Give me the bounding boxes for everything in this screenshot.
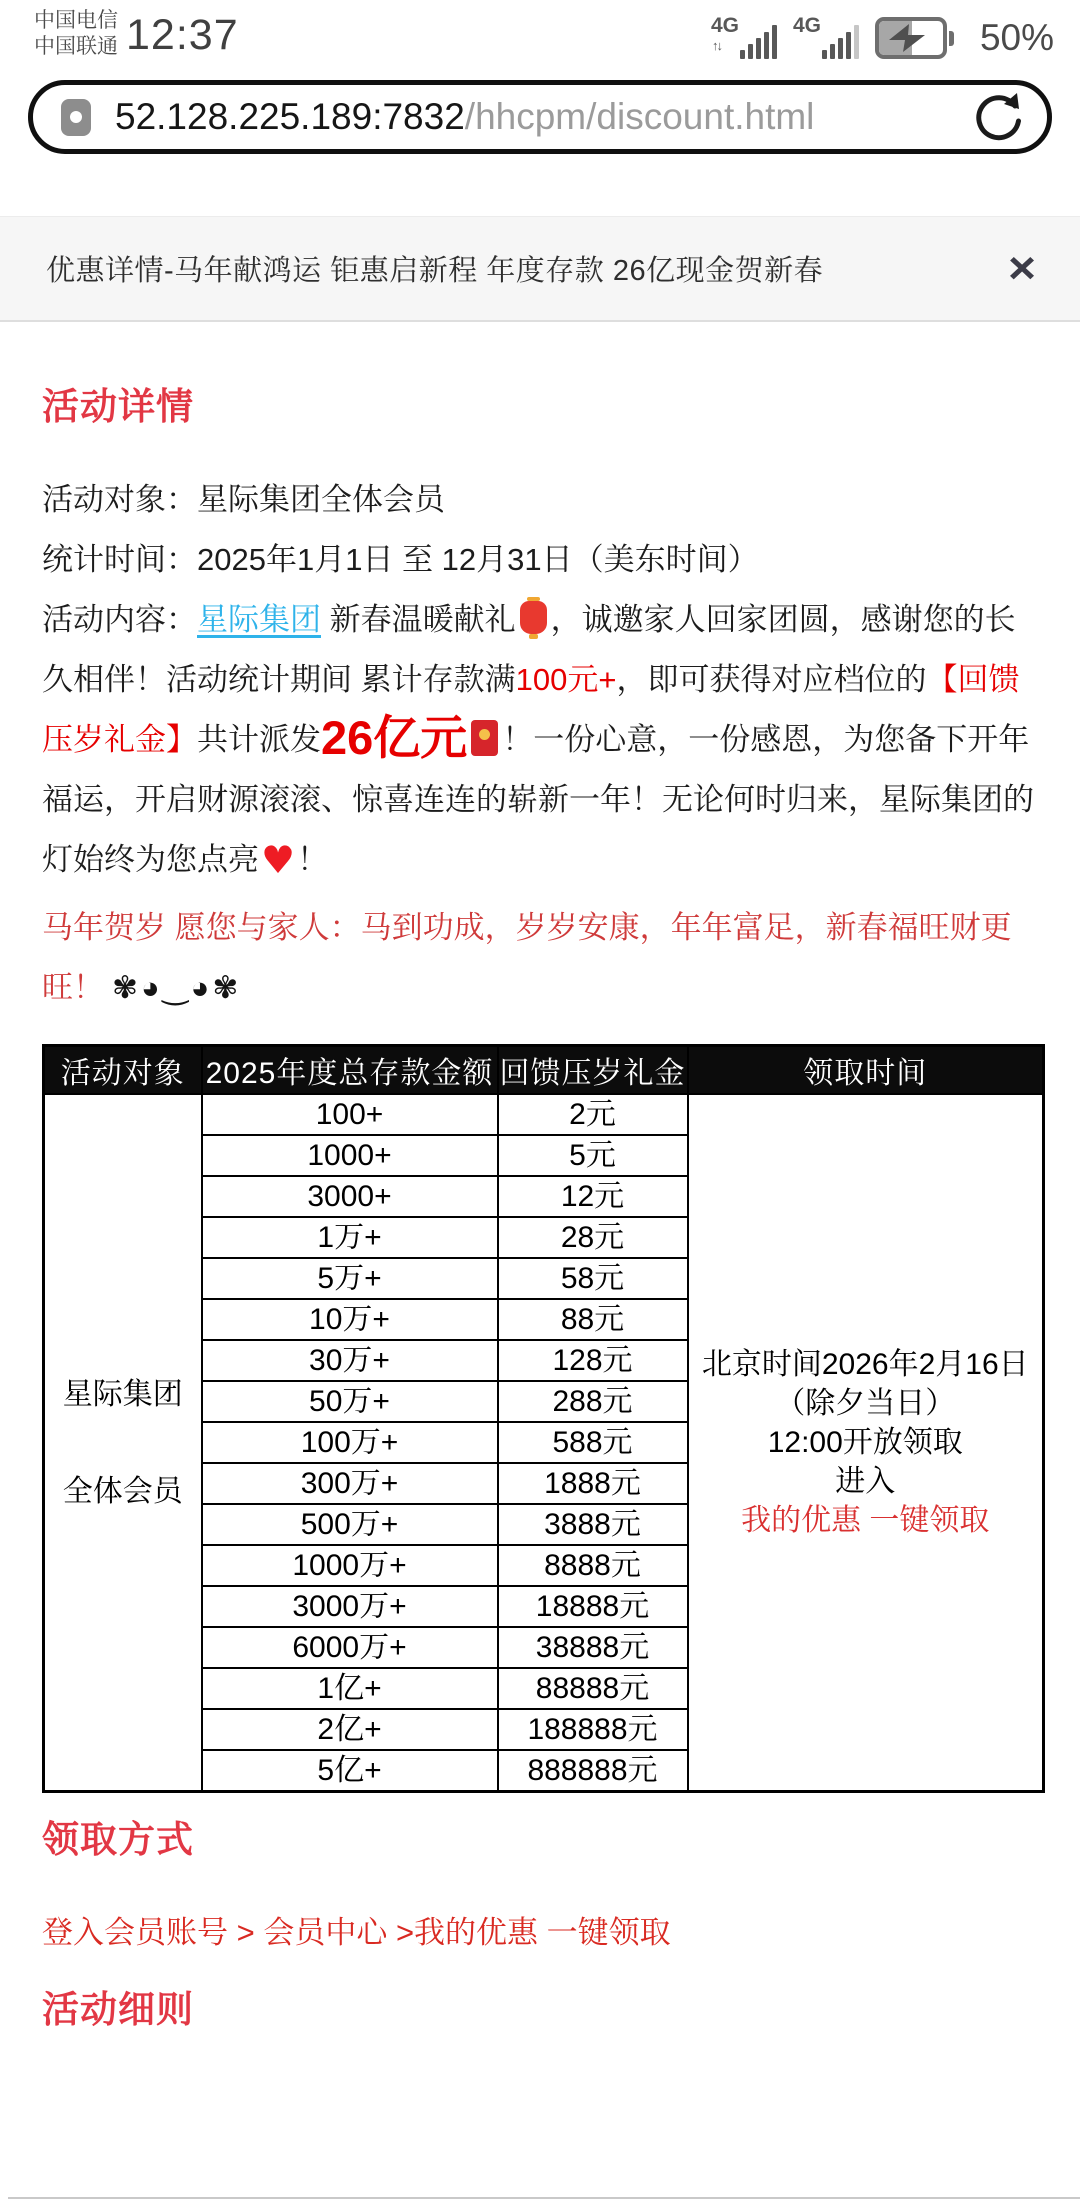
text-segment: ！ [297,842,329,877]
carrier-2: 中国联通 [34,35,118,58]
text-segment: 新春温暖献礼 [321,602,516,637]
deposit-amount-cell: 1000+ [202,1135,498,1176]
gift-name-highlight: 【回馈压岁礼金】 [42,662,1020,757]
claim-time-line: 12:00开放领取 [767,1426,963,1459]
reward-cell: 58元 [498,1258,688,1299]
deposit-amount-cell: 1亿+ [202,1668,498,1709]
reward-cell: 12元 [498,1176,688,1217]
claim-time-line: （除夕当日） [775,1387,956,1420]
blessing-text: 马年贺岁 愿您与家人：马到功成，岁岁安康，年年富足，新春福旺财更旺！ [42,910,1012,1005]
signal-icon-sim2: 4G [793,14,859,62]
battery-percent: 50% [979,17,1054,58]
reward-cell: 88888元 [498,1668,688,1709]
claim-path-line: 登入会员账号 > 会员中心 >我的优惠 一键领取 [42,1915,671,1950]
deposit-amount-cell: 30万+ [202,1340,498,1381]
deposit-amount-cell: 2亿+ [202,1709,498,1750]
next-section-top-edge [8,2197,1080,2199]
close-icon[interactable]: × [1007,243,1036,293]
deposit-amount-cell: 3000+ [202,1176,498,1217]
audience-line: 活动对象：星际集团全体会员 [42,482,445,517]
table-header-row [44,1046,1044,1095]
rules-heading: 活动细则 [42,1989,194,2030]
status-icons [711,14,1054,62]
deposit-amount-cell: 5亿+ [202,1750,498,1792]
audience-cell [44,1094,202,1792]
total-amount-highlight: 26亿元 [321,711,468,764]
deposit-amount-cell: 500万+ [202,1504,498,1545]
carrier-1: 中国电信 [34,9,118,32]
reward-cell: 38888元 [498,1627,688,1668]
header-reward: 回馈压岁礼金 [498,1046,688,1095]
deposit-amount-cell: 6000万+ [202,1627,498,1668]
address-bar[interactable] [28,80,1052,154]
reward-tiers-table [42,1044,1045,1793]
clock: 12:37 [126,10,239,59]
url-path: /hhcpm/discount.html [464,96,815,137]
heart-icon: ♥ [261,838,296,882]
reward-cell: 8888元 [498,1545,688,1586]
signal-icon-sim1: 4G ↑↓ [711,14,777,62]
charging-bolt-icon [883,24,931,52]
url-input[interactable] [115,96,971,138]
carrier-block [34,8,239,60]
reward-cell: 2元 [498,1094,688,1135]
text-segment: ，诚邀家人回家团圆，感谢您的长久相伴！活动统计期间 累计存款满 [42,602,1016,697]
text-segment: ，即可获得对应档位的 [616,662,927,697]
tier-row [44,1094,1044,1135]
reward-cell: 18888元 [498,1586,688,1627]
text-segment: 共计派发 [197,722,321,757]
lantern-icon [520,601,547,634]
brand-link[interactable]: 星际集团 [197,602,321,637]
refresh-icon [973,91,1025,143]
reward-cell: 5元 [498,1135,688,1176]
flower-smiley-emoticon: ✾◕‿◕✾ [112,970,242,1005]
reward-cell: 888888元 [498,1750,688,1792]
header-deposit: 2025年度总存款金额 [202,1046,498,1095]
carrier-names [34,8,118,60]
data-arrows-icon: ↑↓ [711,38,721,53]
audience-line: 全体会员 [62,1474,183,1508]
activity-content-paragraph [42,590,1042,890]
header-audience: 活动对象 [44,1046,202,1095]
claim-method-heading: 领取方式 [42,1819,194,1860]
deposit-amount-cell: 300万+ [202,1463,498,1504]
min-deposit-highlight: 100元+ [515,662,617,697]
url-host: 52.128.225.189:7832 [115,96,465,137]
claim-time-line: 进入 [835,1465,896,1498]
audience-line: 星际集团 [62,1377,183,1411]
details-heading: 活动详情 [42,386,194,427]
reward-cell: 88元 [498,1299,688,1340]
content-label: 活动内容： [42,602,197,637]
reward-cell: 3888元 [498,1504,688,1545]
deposit-amount-cell: 3000万+ [202,1586,498,1627]
header-claim-time: 领取时间 [688,1046,1044,1095]
lock-icon [61,99,91,136]
claim-time-line: 北京时间2026年2月16日 [701,1348,1029,1381]
reward-cell: 28元 [498,1217,688,1258]
page-title: 优惠详情-马年献鸿运 钜惠启新程 年度存款 26亿现金贺新春 [46,255,824,287]
battery-charging-icon [875,17,954,59]
promo-content [0,322,1080,2033]
reward-cell: 588元 [498,1422,688,1463]
deposit-amount-cell: 1000万+ [202,1545,498,1586]
deposit-amount-cell: 50万+ [202,1381,498,1422]
red-envelope-icon [471,720,498,756]
refresh-button[interactable] [971,89,1027,145]
page-title-bar [0,216,1080,322]
deposit-amount-cell: 5万+ [202,1258,498,1299]
reward-cell: 1888元 [498,1463,688,1504]
reward-cell: 128元 [498,1340,688,1381]
blessing-paragraph [42,898,1042,1018]
deposit-amount-cell: 100万+ [202,1422,498,1463]
claim-time-cell [688,1094,1044,1792]
deposit-amount-cell: 100+ [202,1094,498,1135]
deposit-amount-cell: 10万+ [202,1299,498,1340]
reward-cell: 188888元 [498,1709,688,1750]
reward-cell: 288元 [498,1381,688,1422]
my-discount-claim-link[interactable]: 我的优惠 一键领取 [741,1504,990,1537]
text-segment: ！一份心意，一份感恩，为您备下开年福运，开启财源滚滚、惊喜连连的崭新一年！无论何时归来，星际集团的灯始终为您点亮 [42,722,1034,877]
deposit-amount-cell: 1万+ [202,1217,498,1258]
status-bar [0,0,1080,66]
period-line: 统计时间：2025年1月1日 至 12月31日（美东时间） [42,542,759,577]
